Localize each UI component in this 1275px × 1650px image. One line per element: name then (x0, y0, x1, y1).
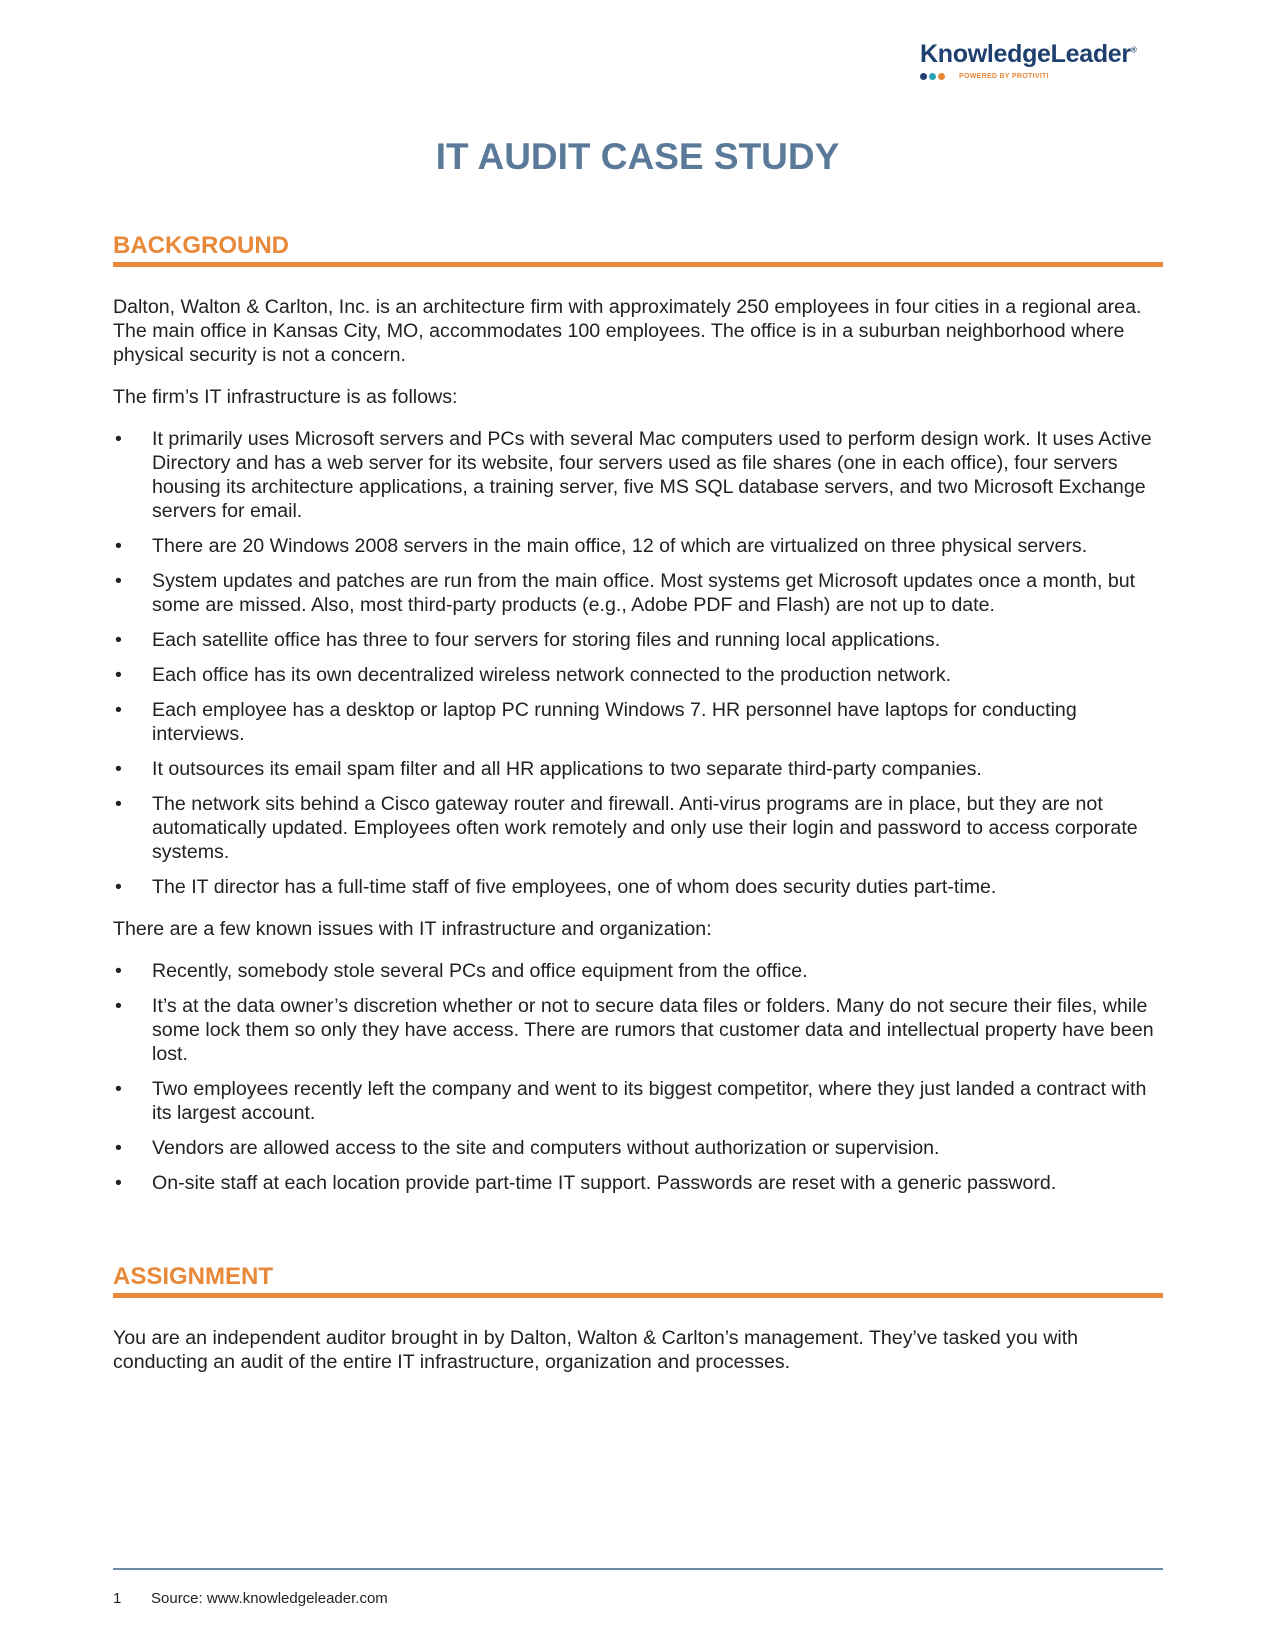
bullet-icon: • (115, 995, 122, 1017)
logo-tagline: POWERED BY PROTIVITI (959, 73, 1049, 80)
list-item-text: It outsources its email spam filter and all HR applications to two separate third-party companies. (152, 758, 982, 780)
list-item (113, 628, 1163, 652)
bullet-icon: • (115, 570, 122, 592)
bullet-icon: • (115, 535, 122, 557)
logo-subline (920, 73, 1160, 80)
list-item (113, 1077, 1163, 1125)
list-item-text: It primarily uses Microsoft servers and PCs with several Mac computers used to perform design work. It uses Active Directory and has a web server for its website, four servers used as file shares (one in each office), four servers housing its architecture applications, a training server, five MS SQL database servers, and two Microsoft Exchange servers for email. (152, 428, 1152, 522)
list-item (113, 875, 1163, 899)
bullet-icon: • (115, 758, 122, 780)
page-footer (113, 1590, 388, 1607)
list-item (113, 1171, 1163, 1195)
assignment-heading: ASSIGNMENT (113, 1263, 1163, 1298)
list-item-text: There are 20 Windows 2008 servers in the main office, 12 of which are virtualized on three physical servers. (152, 535, 1088, 557)
list-item (113, 427, 1163, 523)
list-item-text: The IT director has a full-time staff of five employees, one of whom does security duties part-time. (152, 876, 997, 898)
bullet-icon: • (115, 699, 122, 721)
bullet-icon: • (115, 960, 122, 982)
list-item (113, 757, 1163, 781)
list-item (113, 959, 1163, 983)
list-item (113, 663, 1163, 687)
assignment-section (113, 1326, 1163, 1392)
bullet-icon: • (115, 428, 122, 450)
logo-dot-icon (938, 73, 945, 80)
background-section (113, 295, 1163, 1213)
list-item (113, 1136, 1163, 1160)
bullet-icon: • (115, 793, 122, 815)
list-item (113, 994, 1163, 1066)
issues-list (113, 959, 1163, 1195)
logo-name: KnowledgeLeader (920, 40, 1131, 68)
document-title: IT AUDIT CASE STUDY (435, 136, 840, 177)
list-item-text: Recently, somebody stole several PCs and office equipment from the office. (152, 960, 808, 982)
list-item-text: The network sits behind a Cisco gateway router and firewall. Anti-virus programs are in place, but they are not automatically updated. Employees often work remotely and only use their login and password to access corporate systems. (152, 793, 1138, 863)
list-item (113, 792, 1163, 864)
bullet-icon: • (115, 1137, 122, 1159)
list-item-text: Vendors are allowed access to the site and computers without authorization or supervision. (152, 1137, 940, 1159)
page-number: 1 (113, 1590, 122, 1607)
bullet-icon: • (115, 664, 122, 686)
logo-dot-icon (929, 73, 936, 80)
list-item (113, 534, 1163, 558)
bullet-icon: • (115, 876, 122, 898)
infrastructure-intro: The firm’s IT infrastructure is as follows: (113, 386, 458, 408)
list-item-text: Each employee has a desktop or laptop PC running Windows 7. HR personnel have laptops for conducting interviews. (152, 699, 1077, 745)
bullet-icon: • (115, 1078, 122, 1100)
bullet-icon: • (115, 629, 122, 651)
infrastructure-list (113, 427, 1163, 899)
list-item (113, 698, 1163, 746)
list-item-text: On-site staff at each location provide part-time IT support. Passwords are reset with a generic password. (152, 1172, 1057, 1194)
list-item-text: Each office has its own decentralized wireless network connected to the production network. (152, 664, 952, 686)
bullet-icon: • (115, 1172, 122, 1194)
footer-divider (113, 1568, 1163, 1570)
list-item-text: It’s at the data owner’s discretion whether or not to secure data files or folders. Many do not secure their files, while some lock them so only they have access. There are rumors that customer data and intellectual property have been lost. (152, 995, 1154, 1065)
list-item-text: Each satellite office has three to four servers for storing files and running local applications. (152, 629, 941, 651)
footer-source: Source: www.knowledgeleader.com (151, 1590, 388, 1607)
logo-dot-icon (920, 73, 927, 80)
list-item-text: System updates and patches are run from the main office. Most systems get Microsoft updates once a month, but some are missed. Also, most third-party products (e.g., Adobe PDF and Flash) are not up to date. (152, 570, 1136, 616)
background-heading: BACKGROUND (113, 232, 1163, 267)
assignment-text: You are an independent auditor brought in by Dalton, Walton & Carlton’s management. They’ve tasked you with conducting an audit of the entire IT infrastructure, organization and processes. (113, 1327, 1079, 1373)
knowledgeleader-logo (920, 40, 1160, 80)
issues-intro: There are a few known issues with IT infrastructure and organization: (113, 918, 712, 940)
list-item (113, 569, 1163, 617)
background-intro: Dalton, Walton & Carlton, Inc. is an architecture firm with approximately 250 employees in four cities in a regional area. The main office in Kansas City, MO, accommodates 100 employees. The office is in a suburban neighborhood where physical security is not a concern. (113, 296, 1142, 366)
list-item-text: Two employees recently left the company and went to its biggest competitor, where they just landed a contract with its largest account. (152, 1078, 1147, 1124)
logo-trademark: ® (1130, 45, 1137, 55)
